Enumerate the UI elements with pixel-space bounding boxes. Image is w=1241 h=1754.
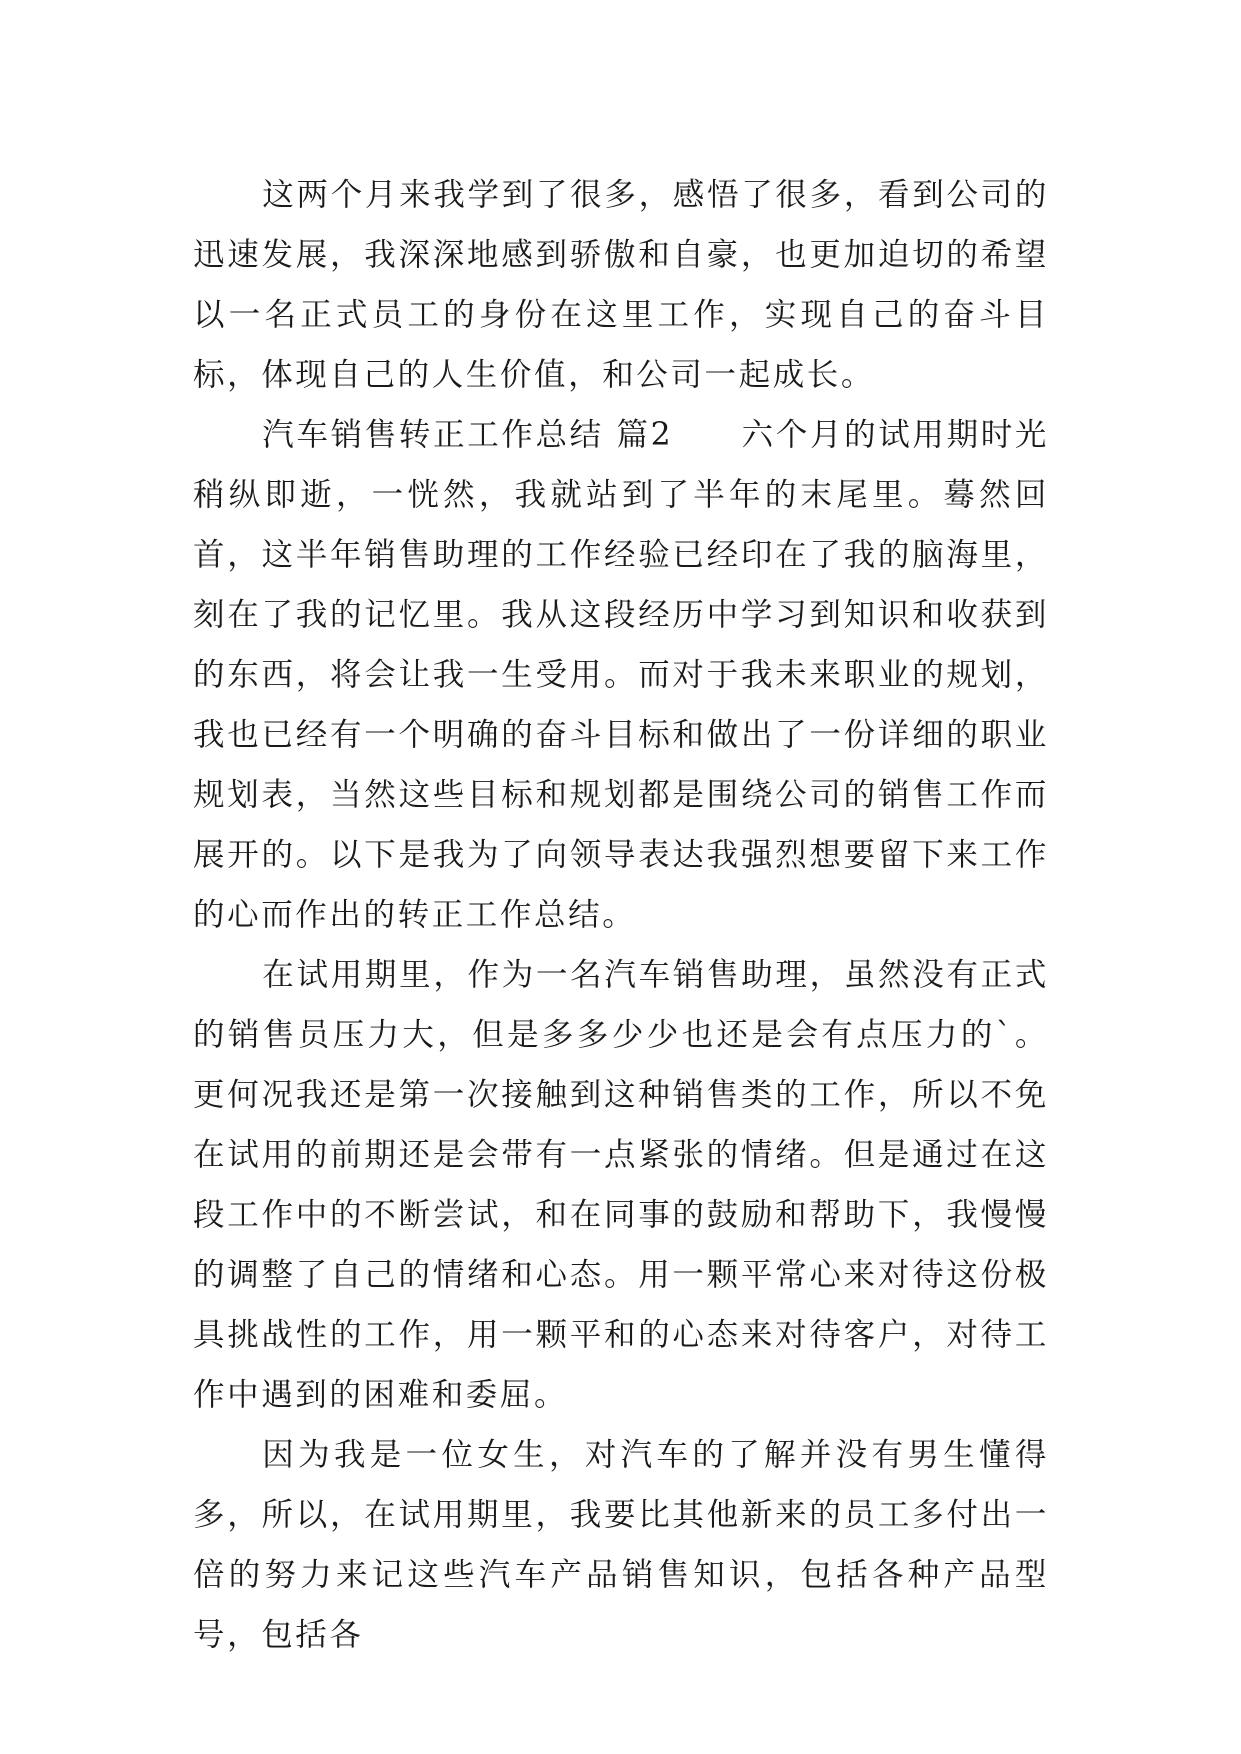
document-page: [193, 165, 1049, 1665]
paragraph-3: 在试用期里，作为一名汽车销售助理，虽然没有正式的销售员压力大，但是多多少少也还是会有点压力的`。更何况我还是第一次接触到这种销售类的工作，所以不免在试用的前期还是会带有一点紧张的情绪。但是通过在这段工作中的不断尝试，和在同事的鼓励和帮助下，我慢慢的调整了自己的情绪和心态。用一颗平常心来对待这份极具挑战性的工作，用一颗平和的心态来对待客户，对待工作中遇到的困难和委屈。: [193, 957, 1049, 1413]
paragraph-1: 这两个月来我学到了很多，感悟了很多，看到公司的迅速发展，我深深地感到骄傲和自豪，也更加迫切的希望以一名正式员工的身份在这里工作，实现自己的奋斗目标，体现自己的人生价值，和公司一起成长。: [193, 177, 1049, 393]
paragraph-2: 汽车销售转正工作总结 篇2 六个月的试用期时光稍纵即逝，一恍然，我就站到了半年的末尾里。蓦然回首，这半年销售助理的工作经验已经印在了我的脑海里，刻在了我的记忆里。我从这段经历中学习到知识和收获到的东西，将会让我一生受用。而对于我未来职业的规划，我也已经有一个明确的奋斗目标和做出了一份详细的职业规划表，当然这些目标和规划都是围绕公司的销售工作而展开的。以下是我为了向领导表达我强烈想要留下来工作的心而作出的转正工作总结。: [193, 417, 1049, 933]
paragraph-4: 因为我是一位女生，对汽车的了解并没有男生懂得多，所以，在试用期里，我要比其他新来的员工多付出一倍的努力来记这些汽车产品销售知识，包括各种产品型号，包括各: [193, 1437, 1049, 1653]
